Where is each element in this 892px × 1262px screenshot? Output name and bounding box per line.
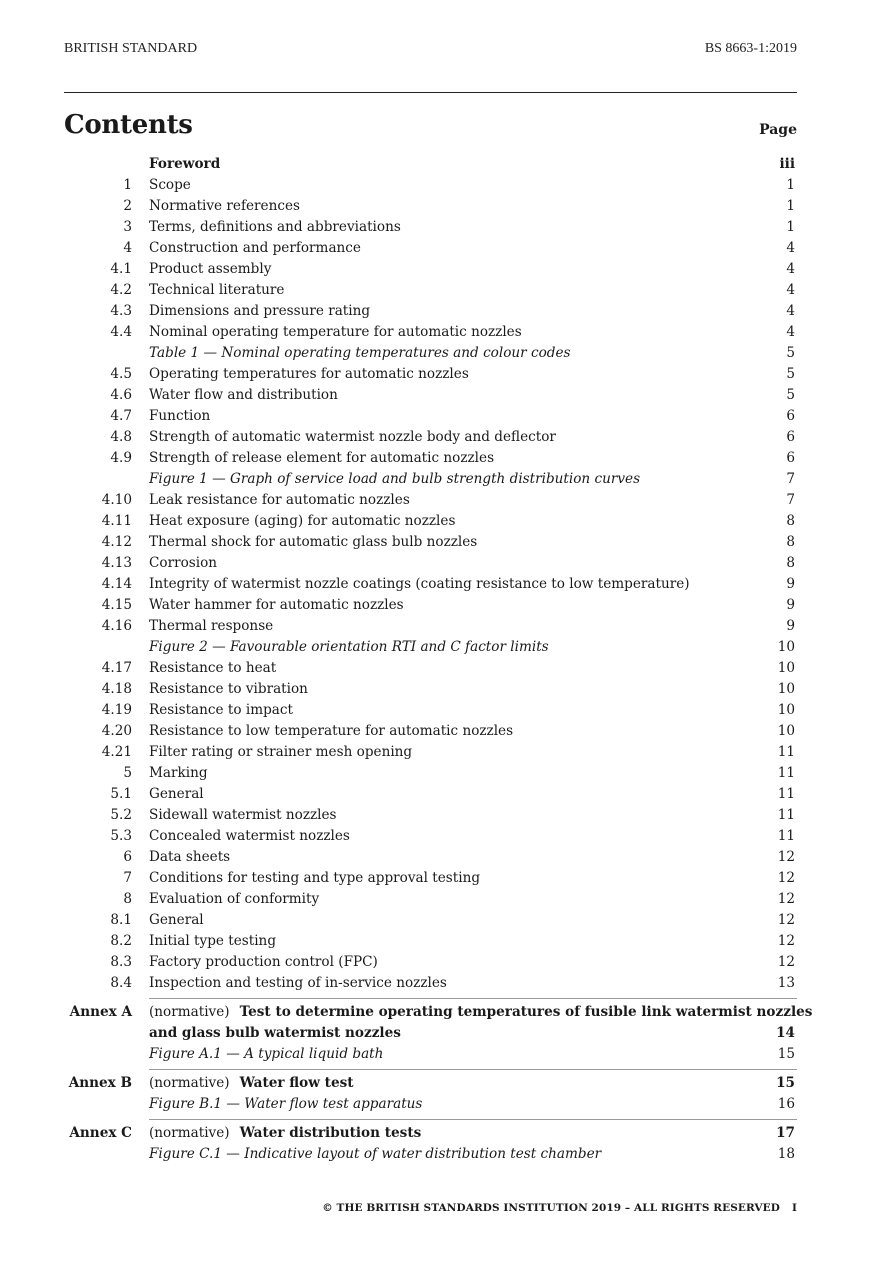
toc-entry-title: Construction and performance <box>149 240 361 256</box>
toc-entry-number: 4 <box>123 240 132 256</box>
toc-entry-title: Strength of automatic watermist nozzle body and deflector <box>149 429 556 445</box>
toc-entry-page: 9 <box>786 618 795 634</box>
toc-entry-page: 13 <box>777 975 795 991</box>
toc-entry-page: 1 <box>786 219 795 235</box>
toc-annex-entry-continued <box>64 1023 797 1044</box>
toc-entry[interactable] <box>64 973 797 994</box>
toc-entry-number: 1 <box>123 177 132 193</box>
toc-entry-page: 4 <box>786 261 795 277</box>
toc-entry-title: General <box>149 912 204 928</box>
annex-kind: (normative) <box>149 1125 230 1141</box>
toc-entry-title: Normative references <box>149 198 300 214</box>
toc-entry[interactable] <box>64 889 797 910</box>
annex-label: Annex C <box>69 1125 132 1141</box>
toc-entry-page: 12 <box>777 849 795 865</box>
toc-entry-number: 4.3 <box>110 303 132 319</box>
toc-entry[interactable] <box>64 322 797 343</box>
toc-figure-entry[interactable] <box>64 343 797 364</box>
toc-entry-number: 5.3 <box>110 828 132 844</box>
toc-entry[interactable] <box>64 259 797 280</box>
toc-entry[interactable] <box>64 385 797 406</box>
toc-entry-title: Figure C.1 — Indicative layout of water distribution test chamber <box>149 1146 602 1162</box>
toc-entry-page: 18 <box>777 1146 795 1162</box>
annex-kind: (normative) <box>149 1004 230 1020</box>
toc-entry-page: 5 <box>786 366 795 382</box>
toc-entry-number: 4.14 <box>101 576 132 592</box>
toc-entry-page: 6 <box>786 450 795 466</box>
annex-page: 15 <box>776 1075 795 1091</box>
toc-entry-number: 4.12 <box>101 534 132 550</box>
toc-entry[interactable] <box>64 868 797 889</box>
toc-entry-number: 4.8 <box>110 429 132 445</box>
toc-entry-title: Water flow and distribution <box>149 387 338 403</box>
toc-entry[interactable] <box>64 721 797 742</box>
toc-entry[interactable] <box>64 784 797 805</box>
toc-entry-page: 10 <box>777 681 795 697</box>
toc-entry-page: 12 <box>777 870 795 886</box>
toc-entry-page: 7 <box>786 471 795 487</box>
annex-kind: (normative) <box>149 1075 230 1091</box>
header-standard-label: BRITISH STANDARD <box>64 41 198 56</box>
toc-entry[interactable] <box>64 679 797 700</box>
toc-figure-entry[interactable] <box>64 1044 797 1065</box>
toc-entry-page: 12 <box>777 954 795 970</box>
toc-figure-entry[interactable] <box>64 469 797 490</box>
toc-entry-page: 4 <box>786 240 795 256</box>
toc-entry-title: Heat exposure (aging) for automatic nozzles <box>149 513 456 529</box>
toc-entry-title: Initial type testing <box>149 933 277 949</box>
header-standard-number: BS 8663-1:2019 <box>704 41 797 56</box>
toc-entry-number: 8.3 <box>110 954 132 970</box>
page-footer <box>322 1202 797 1214</box>
toc-entry-page: 5 <box>786 345 795 361</box>
toc-entry[interactable] <box>64 448 797 469</box>
toc-figure-entry[interactable] <box>64 637 797 658</box>
running-header <box>64 41 797 61</box>
footer-copyright: © THE BRITISH STANDARDS INSTITUTION 2019 – ALL RIGHTS RESERVED <box>322 1202 780 1214</box>
toc-entry-page: 6 <box>786 408 795 424</box>
toc-entry-title: Sidewall watermist nozzles <box>149 807 337 823</box>
toc-entry-number: 4.15 <box>101 597 132 613</box>
annex-title-continued: and glass bulb watermist nozzles <box>149 1025 401 1041</box>
toc-entry-page: 8 <box>786 534 795 550</box>
annex-label: Annex B <box>68 1075 132 1091</box>
toc-entry-page: 12 <box>777 912 795 928</box>
toc-entry-page: 9 <box>786 597 795 613</box>
annex-heading <box>149 1002 812 1023</box>
toc-entry[interactable] <box>64 826 797 847</box>
toc-entry-title: Resistance to impact <box>149 702 293 718</box>
toc-entry-title: Data sheets <box>149 849 231 865</box>
annex-title: Water flow test <box>239 1075 354 1091</box>
toc-entry-title: Figure 1 — Graph of service load and bulb strength distribution curves <box>149 471 641 487</box>
toc-entry-title: Technical literature <box>149 282 285 298</box>
toc-entry-title: Foreword <box>149 156 221 172</box>
toc-entry-title: Scope <box>149 177 191 193</box>
toc-entry[interactable] <box>64 595 797 616</box>
toc-entry-number: 4.9 <box>110 450 132 466</box>
annex-title: Water distribution tests <box>239 1125 422 1141</box>
toc-entry-number: 7 <box>123 870 132 886</box>
toc-entry-title: Filter rating or strainer mesh opening <box>149 744 413 760</box>
toc-entry[interactable] <box>64 847 797 868</box>
toc-entry-page: 8 <box>786 513 795 529</box>
toc-figure-entry[interactable] <box>64 1144 797 1165</box>
toc-entry-title: Dimensions and pressure rating <box>149 303 371 319</box>
toc-entry-title: General <box>149 786 204 802</box>
toc-annex-entry[interactable] <box>64 1073 797 1094</box>
toc-entry-page: 9 <box>786 576 795 592</box>
annex-divider <box>149 1069 797 1070</box>
toc-entry-page: 10 <box>777 702 795 718</box>
toc-entry-number: 4.18 <box>101 681 132 697</box>
toc-entry-page: 10 <box>777 660 795 676</box>
toc-entry[interactable] <box>64 406 797 427</box>
toc-entry-number: 5 <box>123 765 132 781</box>
toc-entry-number: 2 <box>123 198 132 214</box>
toc-entry[interactable] <box>64 616 797 637</box>
toc-entry-title: Inspection and testing of in-service nozzles <box>149 975 447 991</box>
toc-entry-number: 6 <box>123 849 132 865</box>
toc-entry-number: 8.1 <box>110 912 132 928</box>
toc-entry-title: Integrity of watermist nozzle coatings (coating resistance to low temperature) <box>149 576 690 592</box>
toc-entry-title: Figure A.1 — A typical liquid bath <box>149 1046 384 1062</box>
toc-entry-number: 8 <box>123 891 132 907</box>
toc-entry-page: 1 <box>786 177 795 193</box>
annex-heading <box>149 1123 421 1144</box>
toc-entry[interactable] <box>64 700 797 721</box>
toc-entry-page: 12 <box>777 891 795 907</box>
toc-entry-number: 4.10 <box>101 492 132 508</box>
annex-divider <box>149 1119 797 1120</box>
toc-entry-title: Resistance to vibration <box>149 681 308 697</box>
toc-entry-title: Operating temperatures for automatic nozzles <box>149 366 469 382</box>
toc-entry-title: Thermal shock for automatic glass bulb nozzles <box>149 534 478 550</box>
toc-entry-page: 5 <box>786 387 795 403</box>
annex-page: 14 <box>776 1025 795 1041</box>
toc-entry-number: 3 <box>123 219 132 235</box>
header-rule <box>64 92 797 93</box>
toc-entry-page: 10 <box>777 723 795 739</box>
annex-divider <box>149 998 797 999</box>
footer-page-number: I <box>791 1202 797 1214</box>
toc-entry-title: Table 1 — Nominal operating temperatures and colour codes <box>149 345 571 361</box>
toc-entry-page: 8 <box>786 555 795 571</box>
toc-entry[interactable] <box>64 238 797 259</box>
toc-entry-number: 4.2 <box>110 282 132 298</box>
toc-entry-title: Marking <box>149 765 208 781</box>
toc-entry-page: 4 <box>786 324 795 340</box>
toc-entry-number: 4.1 <box>110 261 132 277</box>
toc-entry[interactable] <box>64 175 797 196</box>
toc-entry-page: 11 <box>777 744 795 760</box>
toc-entry-page: 4 <box>786 303 795 319</box>
toc-entry[interactable] <box>64 490 797 511</box>
toc-entry-number: 4.4 <box>110 324 132 340</box>
toc-entry[interactable] <box>64 301 797 322</box>
annex-title: Test to determine operating temperatures of fusible link watermist nozzles <box>239 1004 813 1020</box>
toc-entry-number: 4.6 <box>110 387 132 403</box>
toc-entry[interactable] <box>64 763 797 784</box>
toc-entry[interactable] <box>64 217 797 238</box>
toc-entry-page: 11 <box>777 765 795 781</box>
toc-entry[interactable] <box>64 511 797 532</box>
page-column-heading: Page <box>759 122 797 138</box>
toc-entry-number: 4.16 <box>101 618 132 634</box>
toc-entry-number: 4.19 <box>101 702 132 718</box>
toc-entry[interactable] <box>64 364 797 385</box>
toc-entry-page: 4 <box>786 282 795 298</box>
toc-entry-number: 4.13 <box>101 555 132 571</box>
toc-entry-title: Factory production control (FPC) <box>149 954 378 970</box>
toc-entry-page: 1 <box>786 198 795 214</box>
annex-page: 17 <box>776 1125 795 1141</box>
toc-entry[interactable] <box>64 196 797 217</box>
toc-entry-page: 15 <box>777 1046 795 1062</box>
toc-entry-title: Resistance to low temperature for automatic nozzles <box>149 723 514 739</box>
toc-entry[interactable] <box>64 574 797 595</box>
page-title: Contents <box>64 110 193 140</box>
toc-entry[interactable] <box>64 805 797 826</box>
toc-entry[interactable] <box>64 427 797 448</box>
toc-entry[interactable] <box>64 280 797 301</box>
toc-entry-page: 11 <box>777 807 795 823</box>
toc-entry-number: 4.21 <box>101 744 132 760</box>
annex-label: Annex A <box>69 1004 132 1020</box>
toc-entry-number: 4.20 <box>101 723 132 739</box>
toc-entry-page: 10 <box>777 639 795 655</box>
toc-entry[interactable] <box>64 931 797 952</box>
toc-entry-number: 8.4 <box>110 975 132 991</box>
toc-entry-page: iii <box>779 156 795 172</box>
toc-entry[interactable] <box>64 553 797 574</box>
toc-entry-title: Concealed watermist nozzles <box>149 828 350 844</box>
toc-entry[interactable] <box>64 910 797 931</box>
table-of-contents <box>64 154 813 1165</box>
toc-entry-title: Corrosion <box>149 555 218 571</box>
toc-entry[interactable] <box>64 742 797 763</box>
toc-entry-page: 11 <box>777 786 795 802</box>
toc-entry-title: Product assembly <box>149 261 272 277</box>
toc-entry-page: 7 <box>786 492 795 508</box>
toc-entry-title: Leak resistance for automatic nozzles <box>149 492 410 508</box>
toc-entry-page: 11 <box>777 828 795 844</box>
annex-heading <box>149 1073 354 1094</box>
toc-entry-title: Evaluation of conformity <box>149 891 320 907</box>
toc-annex-entry[interactable] <box>64 1123 797 1144</box>
toc-entry-number: 8.2 <box>110 933 132 949</box>
toc-entry-page: 6 <box>786 429 795 445</box>
toc-entry-number: 4.11 <box>101 513 132 529</box>
toc-entry-title: Terms, definitions and abbreviations <box>149 219 401 235</box>
toc-entry-number: 5.1 <box>110 786 132 802</box>
toc-entry-title: Figure B.1 — Water flow test apparatus <box>149 1096 423 1112</box>
toc-entry[interactable] <box>64 532 797 553</box>
toc-entry-page: 16 <box>777 1096 795 1112</box>
toc-entry-title: Figure 2 — Favourable orientation RTI and C factor limits <box>149 639 549 655</box>
toc-entry-title: Conditions for testing and type approval testing <box>149 870 481 886</box>
toc-entry-number: 5.2 <box>110 807 132 823</box>
toc-entry[interactable] <box>64 952 797 973</box>
toc-entry-title: Resistance to heat <box>149 660 277 676</box>
toc-entry-number: 4.17 <box>101 660 132 676</box>
toc-entry-page: 12 <box>777 933 795 949</box>
toc-entry[interactable] <box>64 154 797 175</box>
toc-figure-entry[interactable] <box>64 1094 797 1115</box>
toc-entry-title: Function <box>149 408 211 424</box>
toc-annex-entry[interactable] <box>64 1002 813 1023</box>
toc-entry-number: 4.5 <box>110 366 132 382</box>
toc-entry[interactable] <box>64 658 797 679</box>
toc-entry-title: Nominal operating temperature for automatic nozzles <box>149 324 522 340</box>
toc-entry-title: Strength of release element for automatic nozzles <box>149 450 495 466</box>
toc-entry-title: Thermal response <box>149 618 274 634</box>
toc-entry-title: Water hammer for automatic nozzles <box>149 597 404 613</box>
toc-entry-number: 4.7 <box>110 408 132 424</box>
